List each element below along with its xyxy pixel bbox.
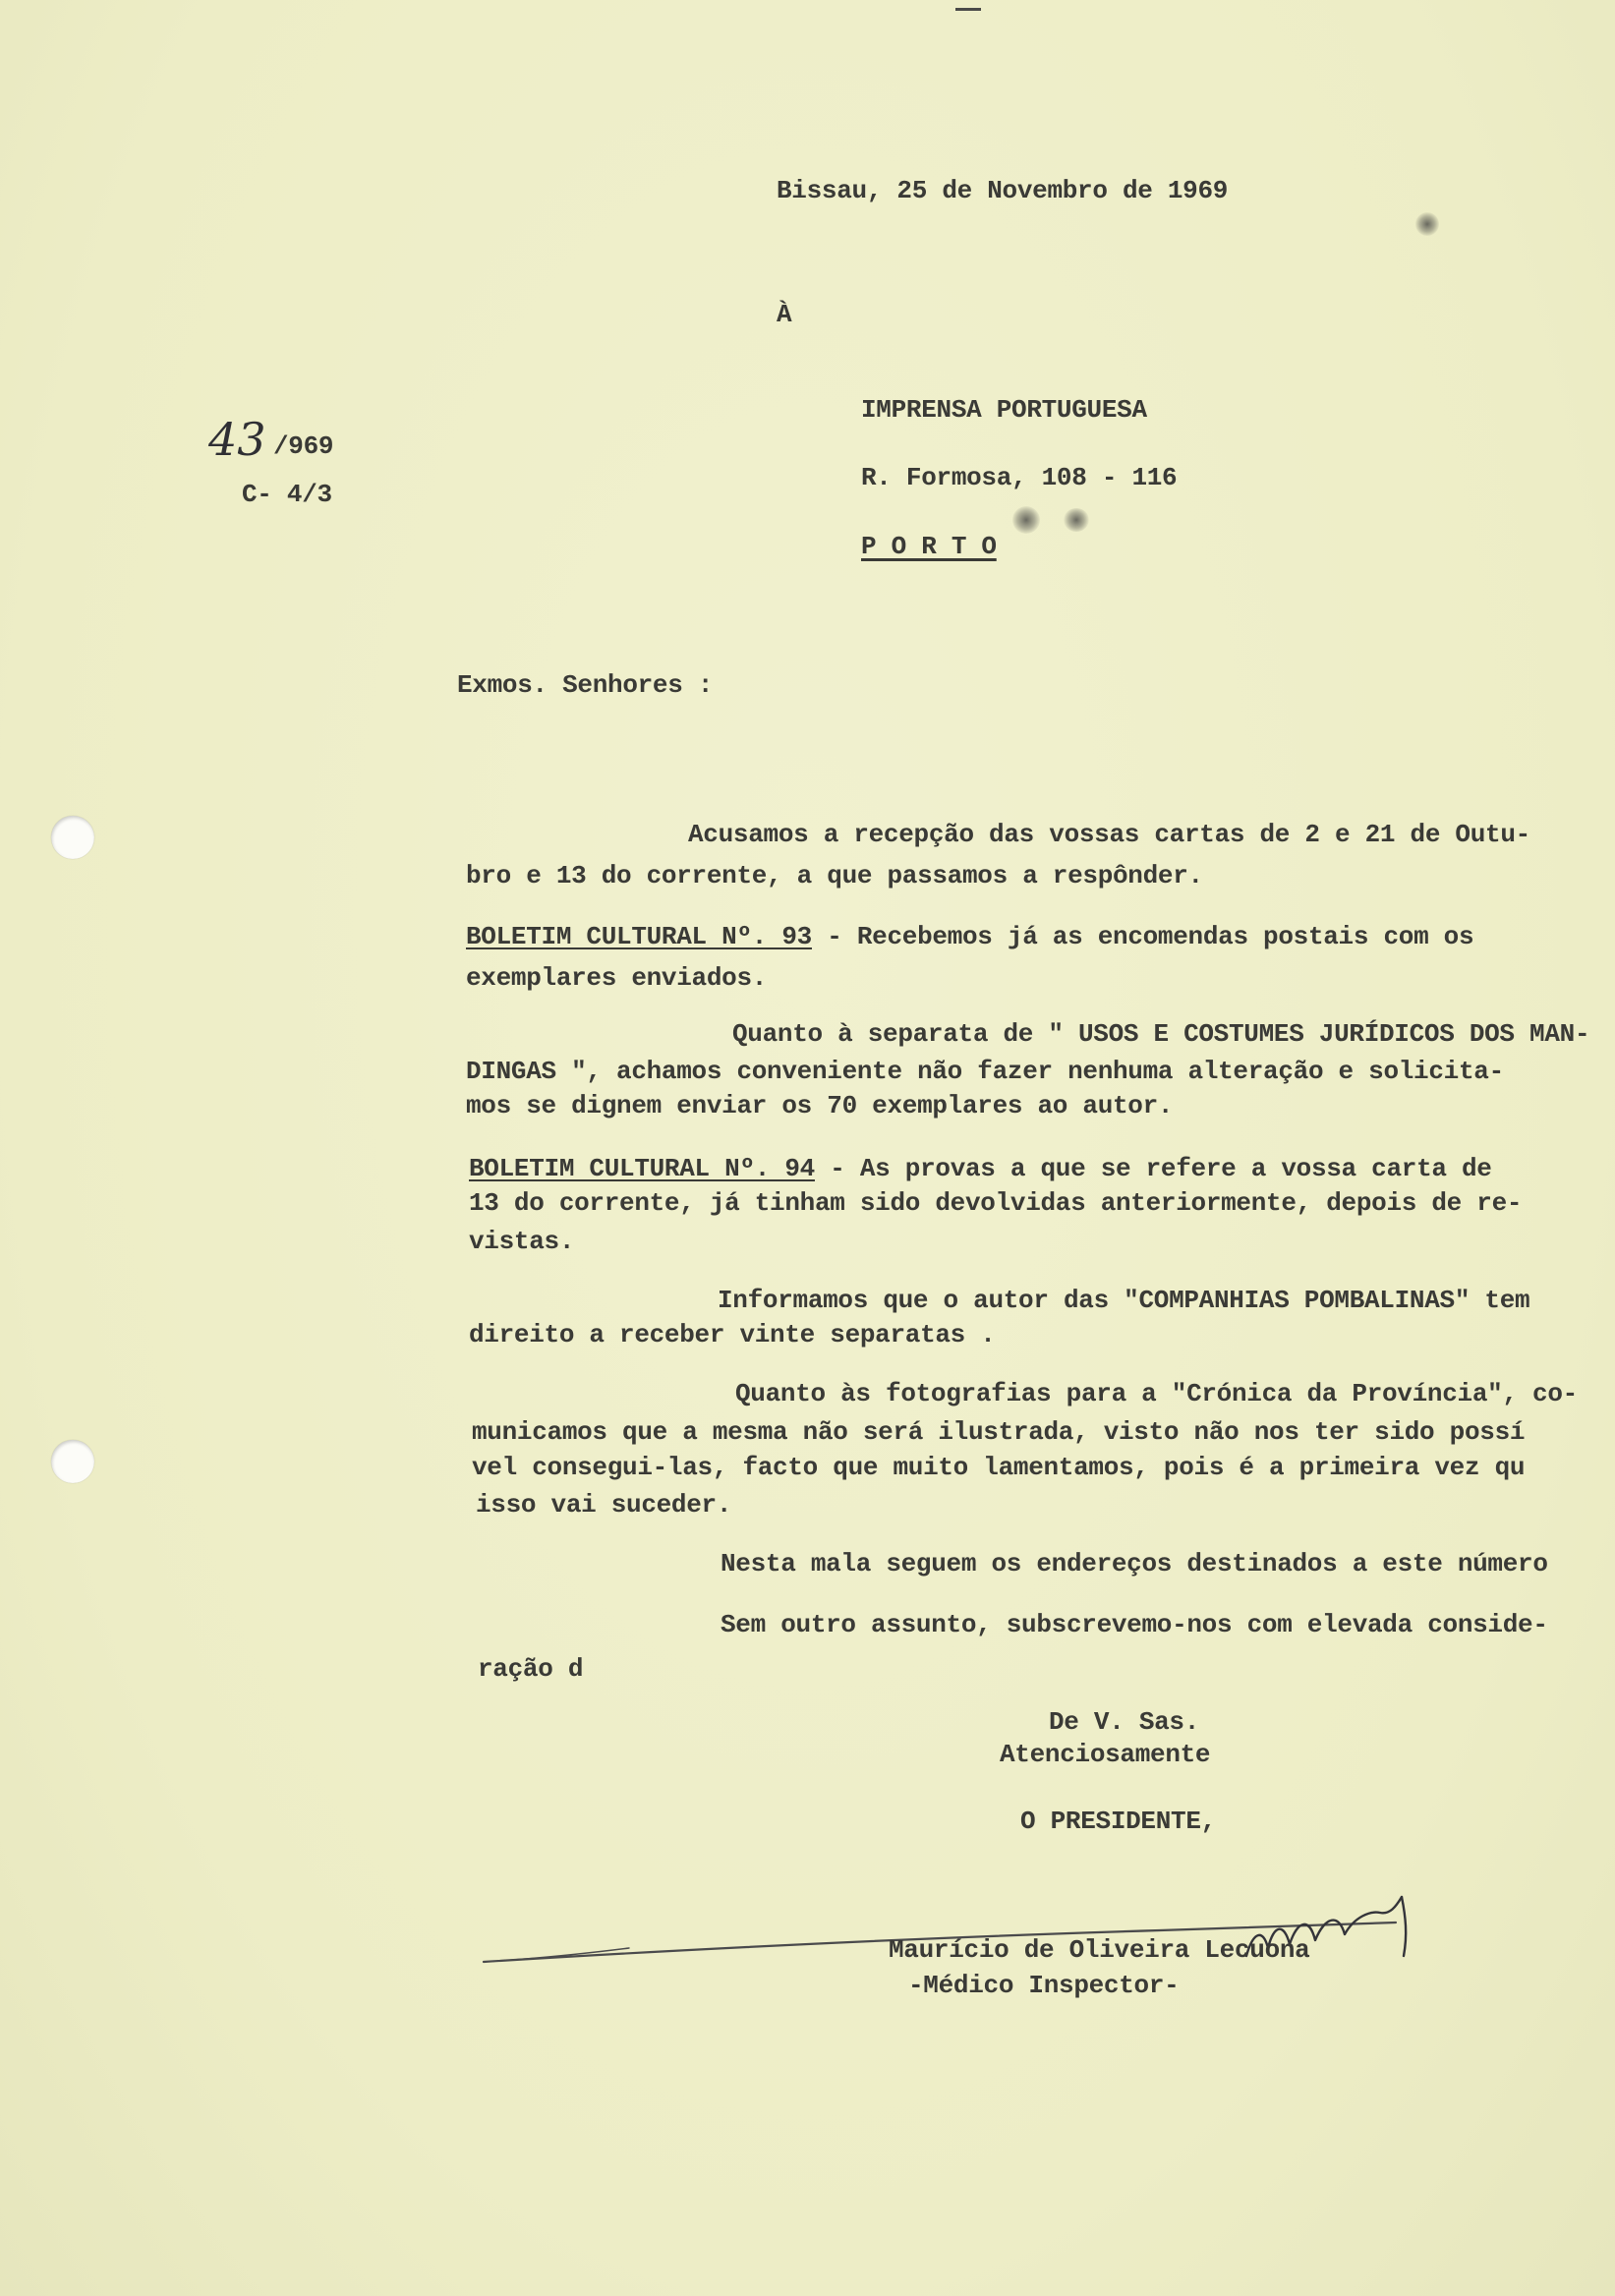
recipient-street: R. Formosa, 108 - 116 — [861, 463, 1178, 492]
photos-line-1: Quanto às fotografias para a "Crónica da Província", co- — [735, 1379, 1578, 1408]
photos-line-2: municamos que a mesma não será ilustrada, visto não nos ter sido possí — [472, 1417, 1526, 1447]
closing-line-2: ração d — [478, 1654, 584, 1684]
signature-line-stroke — [484, 1948, 629, 1962]
reference-number: 43 — [208, 413, 266, 466]
signature-flourish — [1402, 1897, 1406, 1956]
signer-name: Maurício de Oliveira Lecuona — [889, 1935, 1310, 1965]
ink-speck — [1012, 506, 1040, 534]
recipient-name: IMPRENSA PORTUGUESA — [861, 395, 1147, 425]
boletim-94-text: - As provas a que se refere a vossa carta de — [814, 1154, 1492, 1183]
boletim-94-line-2: 13 do corrente, já tinham sido devolvidas anteriormente, depois de re- — [469, 1188, 1523, 1218]
signoff-line-2: Atenciosamente — [1000, 1740, 1211, 1769]
photos-line-4: isso vai suceder. — [476, 1490, 732, 1520]
separata-line-2: DINGAS ", achamos conveniente não fazer nenhuma alteração e solicita- — [466, 1057, 1504, 1086]
closing-line-1: Sem outro assunto, subscrevemo-nos com elevada conside- — [721, 1610, 1548, 1639]
boletim-93-line-1 — [466, 922, 1473, 951]
paper-mark — [955, 8, 981, 11]
recipient-city: P O R T O — [861, 532, 997, 561]
boletim-94-label: BOLETIM CULTURAL Nº. 94 — [469, 1154, 815, 1183]
reference-code: C- 4/3 — [242, 480, 332, 509]
reference-year: /969 — [273, 431, 334, 461]
photos-line-3: vel consegui-las, facto que muito lamentamos, pois é a primeira vez qu — [472, 1453, 1526, 1482]
ink-speck — [1064, 508, 1089, 532]
receipt-line-2: bro e 13 do corrente, a que passamos a respônder. — [466, 861, 1203, 890]
separata-line-3: mos se dignem enviar os 70 exemplares ao autor. — [466, 1091, 1174, 1120]
punch-hole-bottom — [51, 1440, 94, 1483]
boletim-94-line-1 — [469, 1154, 1492, 1183]
place-date: Bissau, 25 de Novembro de 1969 — [777, 176, 1229, 205]
separata-line-1: Quanto à separata de " USOS E COSTUMES JURÍDICOS DOS MAN- — [732, 1019, 1590, 1049]
receipt-line-1: Acusamos a recepção das vossas cartas de 2 e 21 de Outu- — [688, 820, 1530, 849]
author-line-2: direito a receber vinte separatas . — [469, 1320, 996, 1349]
signer-role: -Médico Inspector- — [908, 1971, 1180, 2000]
boletim-94-line-3: vistas. — [469, 1227, 575, 1256]
author-line-1: Informamos que o autor das "COMPANHIAS POMBALINAS" tem — [718, 1286, 1530, 1315]
signoff-line-1: De V. Sas. — [1049, 1707, 1200, 1737]
salutation: Exmos. Senhores : — [457, 670, 714, 700]
ink-speck — [1415, 212, 1439, 236]
signoff-title: O PRESIDENTE, — [1020, 1807, 1216, 1836]
to-prefix: À — [777, 300, 792, 329]
addresses-line: Nesta mala seguem os endereços destinados a este número — [721, 1549, 1548, 1578]
boletim-93-text: - Recebemos já as encomendas postais com os — [811, 922, 1474, 951]
punch-hole-top — [51, 816, 94, 859]
boletim-93-label: BOLETIM CULTURAL Nº. 93 — [466, 922, 812, 951]
boletim-93-line-2: exemplares enviados. — [466, 963, 768, 993]
